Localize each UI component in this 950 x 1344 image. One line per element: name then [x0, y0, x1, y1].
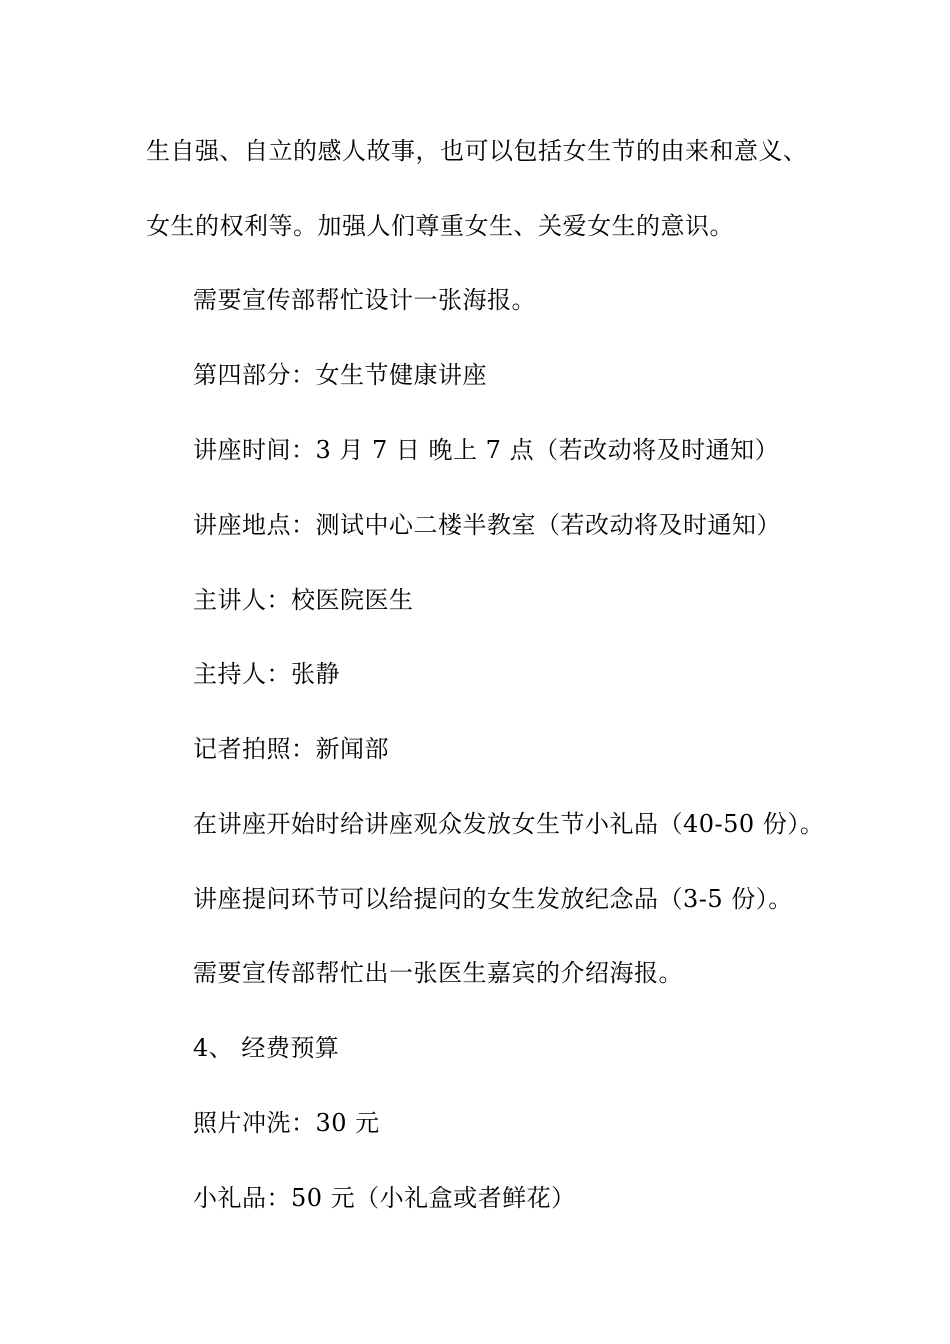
paragraph-souvenir: 讲座提问环节可以给提问的女生发放纪念品（3-5 份）。 — [193, 885, 793, 913]
lecture-location: 讲座地点：测试中心二楼半教室（若改动将及时通知） — [193, 511, 781, 539]
budget-item-gift: 小礼品：50 元（小礼盒或者鲜花） — [193, 1184, 576, 1212]
lecture-speaker: 主讲人：校医院医生 — [193, 586, 414, 614]
lecture-photographer: 记者拍照：新闻部 — [193, 735, 389, 763]
lecture-host: 主持人：张静 — [193, 660, 340, 688]
budget-item-photo: 照片冲洗：30 元 — [193, 1109, 380, 1137]
section-heading-budget: 4、 经费预算 — [193, 1034, 340, 1062]
paragraph-poster-request: 需要宣传部帮忙设计一张海报。 — [193, 286, 536, 314]
paragraph-guest-poster: 需要宣传部帮忙出一张医生嘉宾的介绍海报。 — [193, 959, 683, 987]
paragraph-line-continuation: 生自强、自立的感人故事，也可以包括女生节的由来和意义、 — [146, 137, 808, 165]
paragraph-line-continuation: 女生的权利等。加强人们尊重女生、关爱女生的意识。 — [146, 212, 734, 240]
section-heading-part-four: 第四部分：女生节健康讲座 — [193, 361, 487, 389]
lecture-time: 讲座时间：3 月 7 日 晚上 7 点（若改动将及时通知） — [193, 436, 780, 464]
paragraph-gift-distribution: 在讲座开始时给讲座观众发放女生节小礼品（40-50 份）。 — [193, 810, 825, 838]
